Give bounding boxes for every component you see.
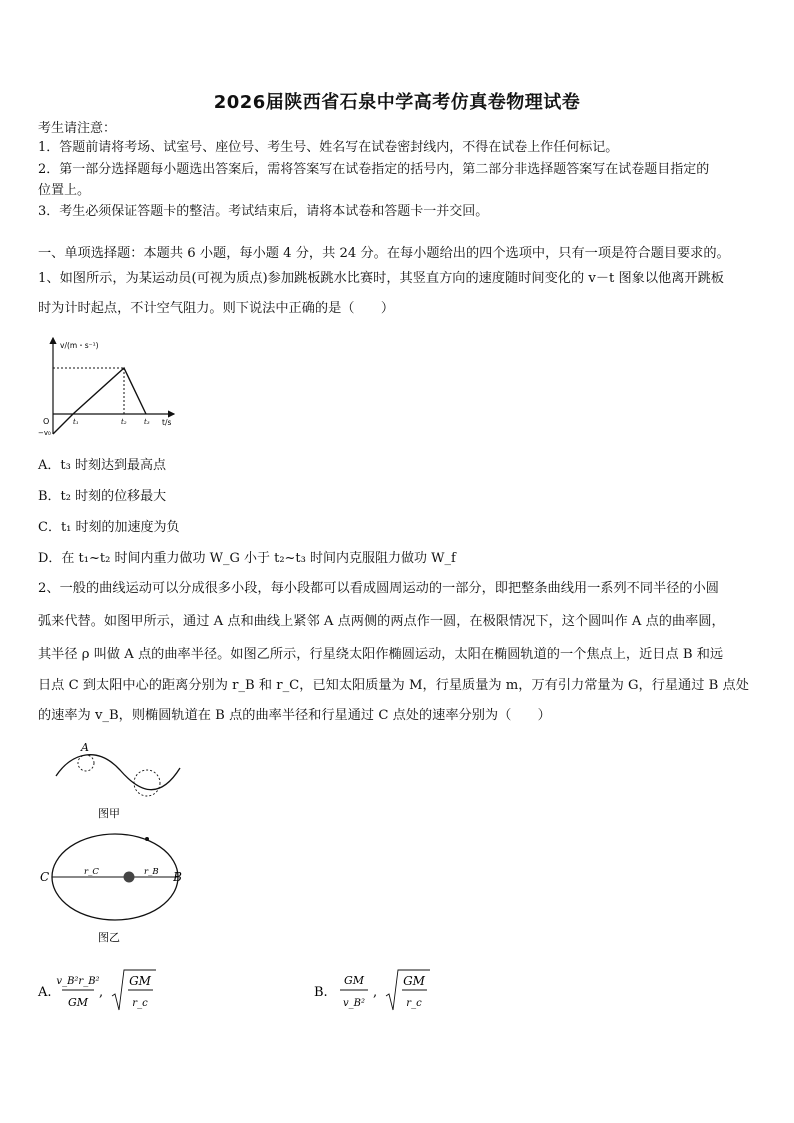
- point-c-label: C: [40, 870, 50, 884]
- q1-stem-line-1: 1、如图所示，为某运动员(可视为质点)参加跳板跳水比赛时，其竖直方向的速度随时间变化的 v－t 图象以他离开跳板: [38, 271, 724, 286]
- option-b-denominator: v_B²: [342, 998, 366, 1009]
- q1-option-c: C．t₁ 时刻的加速度为负: [38, 520, 180, 535]
- notice-item-1: 1．答题前请将考场、试室号、座位号、考生号、姓名写在试卷密封线内，不得在试卷上作任何标记。: [38, 140, 619, 155]
- rc-label: r_C: [84, 867, 99, 877]
- option-a-comma: ,: [99, 985, 104, 1000]
- q2-stem-line-1: 2、一般的曲线运动可以分成很多小段，每小段都可以看成圆周运动的一部分，即把整条曲线用一系列不同半径的小圆: [38, 581, 719, 596]
- notice-heading: 考生请注意：: [38, 121, 117, 136]
- q2-option-b: [312, 966, 442, 1016]
- curvature-circle-large: [134, 770, 160, 796]
- v0-label: −v₀: [38, 429, 51, 437]
- option-b-letter: B.: [314, 985, 328, 1000]
- option-a-numerator: v_B²r_B²: [56, 976, 100, 987]
- figure-yi: [36, 828, 186, 948]
- tick-t1: t₁: [73, 418, 79, 426]
- y-axis-label: v/(m・s⁻¹): [60, 341, 99, 350]
- notice-item-3: 3．考生必须保证答题卡的整洁。考试结束后，请将本试卷和答题卡一并交回。: [38, 204, 489, 219]
- q1-stem-line-2: 时为计时起点，不计空气阻力。则下说法中正确的是（ ）: [38, 301, 395, 316]
- origin-label: O: [43, 417, 50, 426]
- sun-dot: [124, 872, 135, 883]
- section-heading: 一、单项选择题：本题共 6 小题，每小题 4 分，共 24 分。在每小题给出的四个选项中，只有一项是符合题目要求的。: [38, 246, 730, 261]
- figure-jia-caption: 图甲: [98, 807, 120, 820]
- option-a-denominator: GM: [67, 996, 89, 1009]
- tick-t2: t₂: [121, 418, 127, 426]
- figure-yi-caption: 图乙: [98, 931, 120, 944]
- option-a-sqrt-numerator: GM: [129, 974, 151, 988]
- q2-stem-line-5: 的速率为 v_B，则椭圆轨道在 B 点的曲率半径和行星通过 C 点处的速率分别为（ ）: [38, 708, 551, 723]
- option-a-letter: A.: [38, 985, 52, 1000]
- q2-stem-line-3: 其半径 ρ 叫做 A 点的曲率半径。如图乙所示，行星绕太阳作椭圆运动，太阳在椭圆轨道的一个焦点上，近日点 B 和远: [38, 647, 724, 662]
- q2-stem-line-4: 日点 C 到太阳中心的距离分别为 r_B 和 r_C，已知太阳质量为 M，行星质量为 m，万有引力常量为 G，行星通过 B 点处: [38, 678, 749, 693]
- notice-item-2: 2．第一部分选择题每小题选出答案后，需将答案写在试卷指定的括号内，第二部分非选择题答案写在试卷题目指定的: [38, 162, 710, 177]
- q1-option-d: D．在 t₁~t₂ 时间内重力做功 W_G 小于 t₂~t₃ 时间内克服阻力做功 W_f: [38, 551, 456, 566]
- velocity-line: [53, 368, 146, 434]
- planet-dot: [145, 837, 149, 841]
- rb-label: r_B: [144, 867, 159, 877]
- x-axis-label: t/s: [162, 418, 172, 427]
- option-b-sqrt-numerator: GM: [403, 974, 425, 988]
- q1-option-a: A．t₃ 时刻达到最高点: [38, 458, 166, 473]
- curvature-circle-small: [78, 755, 94, 771]
- q1-option-b: B．t₂ 时刻的位移最大: [38, 489, 167, 504]
- q2-stem-line-2: 弧来代替。如图甲所示，通过 A 点和曲线上紧邻 A 点两侧的两点作一圆，在极限情况下，这个圆叫作 A 点的曲率圆，: [38, 614, 725, 629]
- q2-option-a: [36, 966, 166, 1016]
- vt-graph: [36, 334, 181, 442]
- option-b-comma: ,: [373, 985, 378, 1000]
- notice-item-2-cont: 位置上。: [38, 183, 91, 198]
- tick-t3: t₃: [144, 418, 150, 426]
- figure-jia: [50, 738, 185, 828]
- point-b-label: B: [173, 870, 182, 884]
- point-a-label: A: [81, 741, 89, 754]
- option-a-sqrt-denominator: r_c: [132, 998, 148, 1009]
- option-b-sqrt-denominator: r_c: [406, 998, 422, 1009]
- page-title: 2026届陕西省石泉中学高考仿真卷物理试卷: [213, 92, 581, 113]
- sine-curve: [56, 755, 180, 790]
- option-b-numerator: GM: [343, 974, 365, 987]
